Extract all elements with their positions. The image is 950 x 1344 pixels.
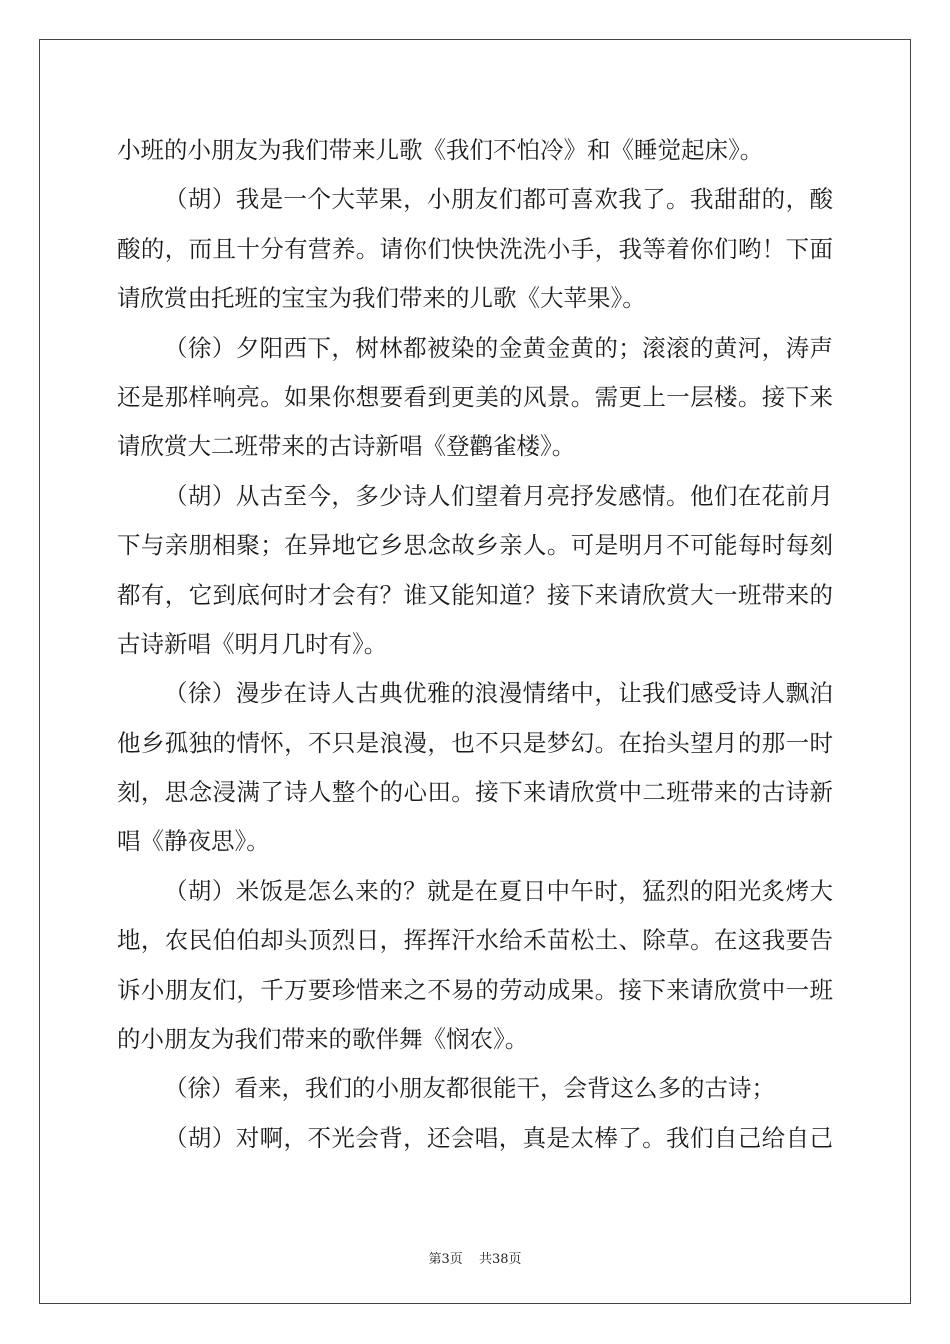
text-line: 都有，它到底何时才会有？谁又能知道？接下来请欣赏大一班带来的 (117, 580, 833, 609)
page-footer (0, 1248, 950, 1267)
text-line: 诉小朋友们，千万要珍惜来之不易的劳动成果。接下来请欣赏中一班 (117, 975, 833, 1004)
text-line: 酸的，而且十分有营养。请你们快快洗洗小手，我等着你们哟！下面 (117, 234, 833, 263)
text-line: 下与亲朋相聚；在异地它乡思念故乡亲人。可是明月不可能每时每刻 (117, 531, 833, 560)
text-line: 地，农民伯伯却头顶烈日，挥挥汗水给禾苗松土、除草。在这我要告 (117, 926, 833, 955)
text-line: （徐）夕阳西下，树林都被染的金黄金黄的；滚滚的黄河，涛声 (164, 333, 833, 362)
text-line: 还是那样响亮。如果你想要看到更美的风景。需更上一层楼。接下来 (117, 382, 833, 411)
text-line: （徐）看来，我们的小朋友都很能干，会背这么多的古诗； (164, 1074, 775, 1103)
text-line: 请欣赏大二班带来的古诗新唱《登鹳雀楼》。 (117, 432, 576, 461)
text-line: 古诗新唱《明月几时有》。 (117, 629, 388, 658)
text-line: （胡）对啊，不光会背，还会唱，真是太棒了。我们自己给自己 (164, 1123, 833, 1152)
text-line: （胡）我是一个大苹果，小朋友们都可喜欢我了。我甜甜的，酸 (164, 185, 833, 214)
text-line: 他乡孤独的情怀，不只是浪漫，也不只是梦幻。在抬头望月的那一时 (117, 728, 833, 757)
text-line: 请欣赏由托班的宝宝为我们带来的儿歌《大苹果》。 (117, 284, 646, 313)
text-line: （徐）漫步在诗人古典优雅的浪漫情绪中，让我们感受诗人飘泊 (164, 679, 833, 708)
text-line: （胡）米饭是怎么来的？就是在夏日中午时，猛烈的阳光炙烤大 (164, 876, 833, 905)
page-number: 第3页 (428, 1252, 463, 1267)
text-line: 的小朋友为我们带来的歌伴舞《悯农》。 (117, 1025, 529, 1054)
page-total: 共38页 (478, 1252, 522, 1267)
text-line: （胡）从古至今，多少诗人们望着月亮抒发感情。他们在花前月 (164, 481, 833, 510)
text-line: 刻，思念浸满了诗人整个的心田。接下来请欣赏中二班带来的古诗新 (117, 778, 833, 807)
text-line: 唱《静夜思》。 (117, 827, 270, 856)
text-line: 小班的小朋友为我们带来儿歌《我们不怕冷》和《睡觉起床》。 (117, 136, 764, 164)
document-body (117, 126, 833, 1163)
